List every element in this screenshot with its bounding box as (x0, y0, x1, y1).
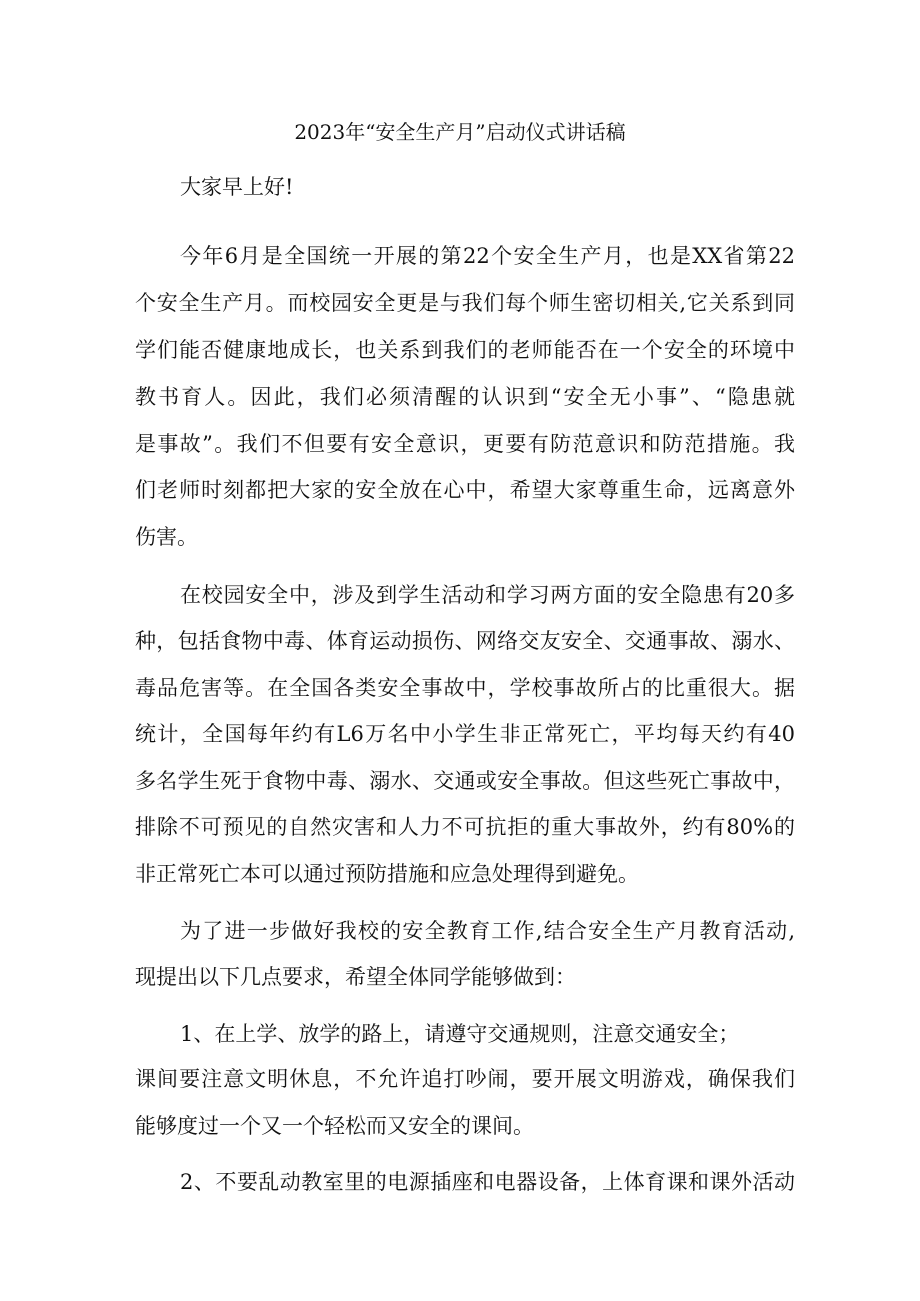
item1-line: 1、在上学、放学的路上，请遵守交通规则，注意交通安全； (180, 1022, 740, 1046)
paragraph1-line: 学们能否健康地成长，也关系到我们的老师能否在一个安全的环境中 (135, 338, 795, 362)
item2-line: 2、不要乱动教室里的电源插座和电器设备，上体育课和课外活动 (180, 1170, 795, 1194)
paragraph1-line: 们老师时刻都把大家的安全放在心中，希望大家尊重生命，远离意外 (135, 478, 795, 502)
paragraph2-line: 排除不可预见的自然灾害和人力不可抗拒的重大事故外，约有80%的 (135, 815, 795, 839)
document-title: 2023年“安全生产月”启动仪式讲话稿 (294, 120, 626, 144)
paragraph3-line: 现提出以下几点要求，希望全体同学能够做到： (135, 965, 576, 989)
item1-line: 能够度过一个又一个轻松而又安全的课间。 (135, 1114, 534, 1138)
paragraph1-line: 个安全生产月。而校园安全更是与我们每个师生密切相关,它关系到同 (135, 291, 795, 315)
paragraph2-line: 统计，全国每年约有L6万名中小学生非正常死亡，平均每天约有40 (135, 722, 795, 746)
paragraph2-line: 在校园安全中，涉及到学生活动和学习两方面的安全隐患有20多 (180, 583, 795, 607)
paragraph1-line: 是事故”。我们不但要有安全意识，更要有防范意识和防范措施。我 (135, 432, 795, 456)
paragraph3-line: 为了进一步做好我校的安全教育工作,结合安全生产月教育活动, (180, 919, 795, 943)
paragraph2-line: 毒品危害等。在全国各类安全事故中，学校事故所占的比重很大。据 (135, 676, 795, 700)
paragraph2-line: 种，包括食物中毒、体育运动损伤、网络交友安全、交通事故、溺水、 (135, 629, 795, 653)
item1-line: 课间要注意文明休息，不允许追打吵闹，要开展文明游戏，确保我们 (135, 1067, 795, 1091)
paragraph2-line: 多名学生死于食物中毒、溺水、交通或安全事故。但这些死亡事故中， (135, 769, 795, 793)
greeting: 大家早上好! (180, 175, 294, 199)
paragraph1-line: 伤害。 (135, 525, 198, 549)
paragraph1-line: 教书育人。因此，我们必须清醒的认识到“安全无小事”、“隐患就 (135, 385, 795, 409)
paragraph1-line: 今年6月是全国统一开展的第22个安全生产月，也是XX省第22 (180, 244, 795, 268)
paragraph2-line: 非正常死亡本可以通过预防措施和应急处理得到避免。 (135, 862, 639, 886)
